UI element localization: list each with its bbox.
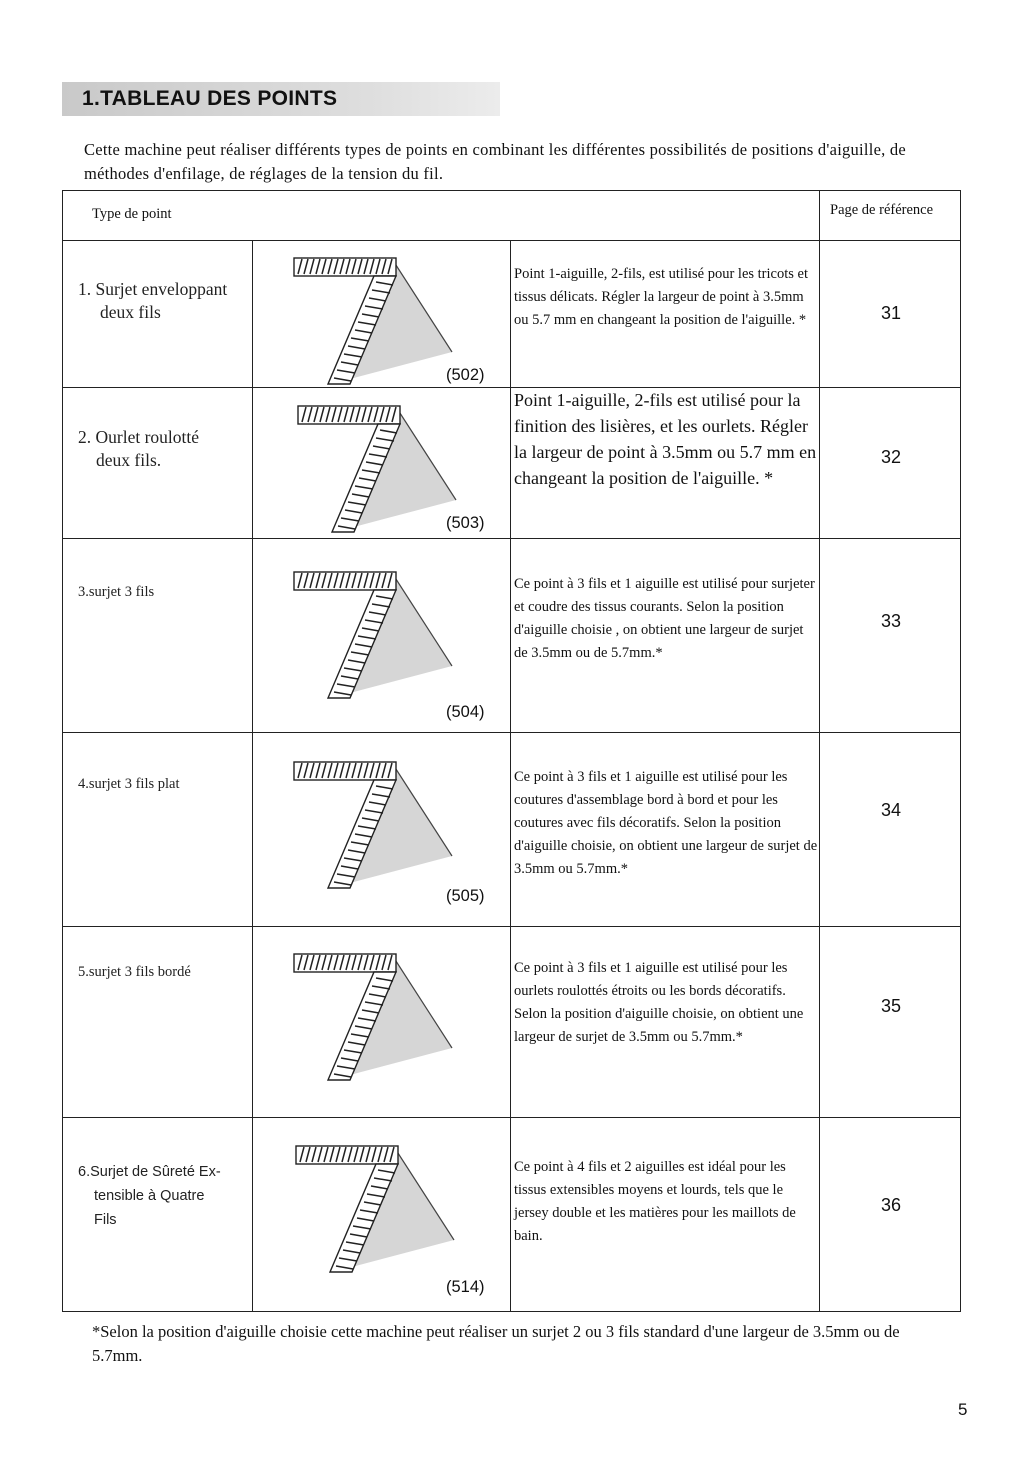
table-divider <box>62 538 961 539</box>
stitch-code: (514) <box>446 1278 485 1296</box>
table-divider <box>62 1117 961 1118</box>
stitch-illustration <box>292 566 457 701</box>
column-header-type: Type de point <box>92 206 172 222</box>
stitch-name-line: Fils <box>94 1212 117 1228</box>
stitch-description: Ce point à 3 fils et 1 aiguille est utilisé pour les coutures d'assemblage bord à bord et pour les coutures avec fils décoratifs. Selon la position d'aiguille choisie, on obtient une largeur de surjet de 3.5mm ou 5.7mm.* <box>514 769 818 877</box>
reference-page: 32 <box>880 447 902 467</box>
table-divider <box>252 240 253 1312</box>
reference-page: 34 <box>880 800 902 820</box>
stitch-name <box>78 960 248 984</box>
stitch-name <box>78 772 248 796</box>
stitch-illustration <box>292 252 457 387</box>
stitch-code: (505) <box>446 887 485 905</box>
stitch-name-line: 2. Ourlet roulotté <box>78 427 200 447</box>
table-divider <box>62 732 961 733</box>
footnote: *Selon la position d'aiguille choisie cette machine peut réaliser un surjet 2 ou 3 fils standard d'une largeur de 3.5mm ou de 5.7mm. <box>92 1322 900 1365</box>
stitch-illustration <box>292 756 457 891</box>
stitch-table <box>62 190 961 1312</box>
stitch-description: Point 1-aiguille, 2-fils est utilisé pour la finition des lisières, et les ourlets. Régler la largeur de point à 3.5mm ou 5.7 mm en changeant la position de l'aiguille. * <box>514 390 817 488</box>
reference-page: 36 <box>880 1195 902 1215</box>
stitch-name-line: 6.Surjet de Sûreté Ex- <box>78 1164 221 1180</box>
stitch-name-line: 3.surjet 3 fils <box>78 584 155 600</box>
table-divider <box>62 387 961 388</box>
table-divider <box>819 190 820 1312</box>
stitch-name-line: 1. Surjet enveloppant <box>78 279 228 299</box>
table-divider <box>510 240 511 1312</box>
stitch-illustration <box>296 400 461 535</box>
stitch-description: Ce point à 3 fils et 1 aiguille est utilisé pour les ourlets roulottés étroits ou les bords décoratifs. Selon la position d'aiguille choisie, on obtient une largeur de surjet de 3.5mm ou 5.7mm.* <box>514 960 804 1045</box>
reference-page: 33 <box>880 611 902 631</box>
stitch-name-line: 5.surjet 3 fils bordé <box>78 964 191 980</box>
column-header-page: Page de référence <box>830 202 934 218</box>
stitch-name-line: deux fils. <box>96 450 162 470</box>
reference-page: 35 <box>880 996 902 1016</box>
stitch-code: (502) <box>446 366 485 384</box>
stitch-illustration <box>294 1140 459 1275</box>
stitch-name-line: deux fils <box>100 302 161 322</box>
section-title: 1.TABLEAU DES POINTS <box>62 82 500 116</box>
reference-page: 31 <box>880 303 902 323</box>
stitch-description: Point 1-aiguille, 2-fils, est utilisé pour les tricots et tissus délicats. Régler la largeur de point à 3.5mm ou 5.7 mm en changeant la position de l'aiguille. * <box>514 266 808 328</box>
stitch-description: Ce point à 4 fils et 2 aiguilles est idéal pour les tissus extensibles moyens et lourds, tels que le jersey double et les matières pour les maillots de bain. <box>514 1159 796 1244</box>
table-divider <box>62 240 961 241</box>
stitch-name <box>78 278 248 324</box>
page-number: 5 <box>958 1400 968 1419</box>
stitch-name-line: tensible à Quatre <box>94 1188 205 1204</box>
stitch-code: (504) <box>446 703 485 721</box>
stitch-description: Ce point à 3 fils et 1 aiguille est utilisé pour surjeter et coudre des tissus courants. Selon la position d'aiguille choisie , on obtient une largeur de surjet de 3.5mm ou de 5.7mm.* <box>514 576 815 661</box>
stitch-name <box>78 1160 248 1232</box>
stitch-illustration <box>292 948 457 1083</box>
stitch-name <box>78 580 248 604</box>
intro-paragraph: Cette machine peut réaliser différents types de points en combinant les différentes possibilités de positions d'aiguille, de méthodes d'enfilage, de réglages de la tension du fil. <box>84 140 906 183</box>
table-divider <box>62 926 961 927</box>
stitch-name-line: 4.surjet 3 fils plat <box>78 776 180 792</box>
stitch-name <box>78 426 248 472</box>
stitch-code: (503) <box>446 514 485 532</box>
